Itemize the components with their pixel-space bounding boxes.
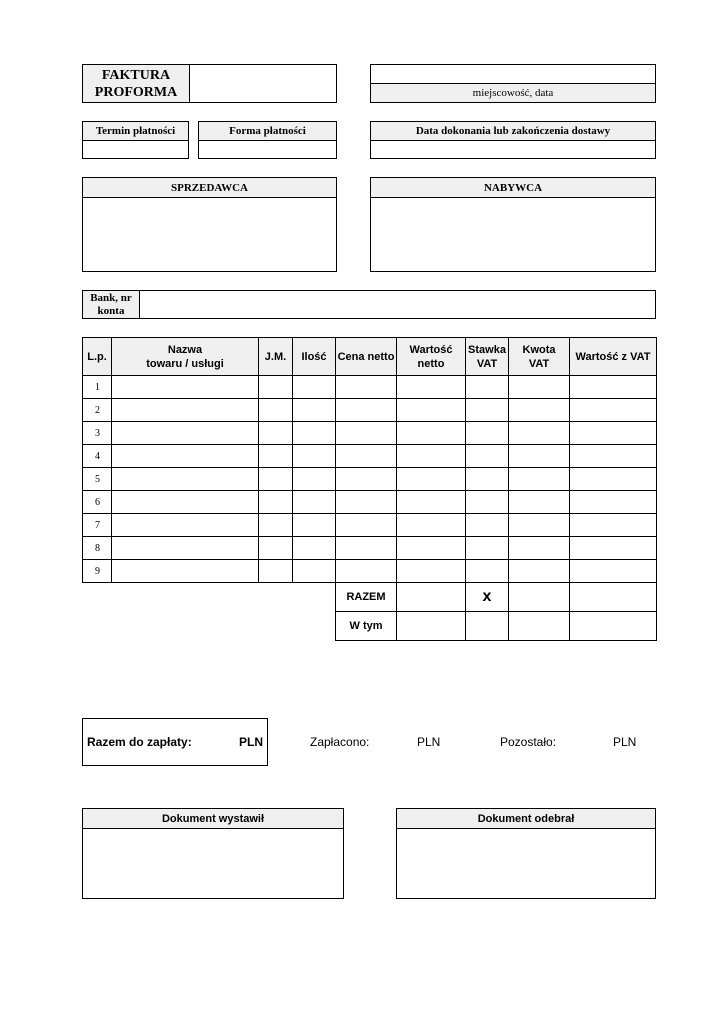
cell-vat-amount[interactable] bbox=[509, 491, 570, 514]
invoice-number-field[interactable] bbox=[189, 64, 337, 103]
cell-qty[interactable] bbox=[293, 468, 336, 491]
cell-unit[interactable] bbox=[259, 560, 293, 583]
cell-gross-value[interactable] bbox=[570, 560, 657, 583]
cell-name[interactable] bbox=[112, 445, 259, 468]
cell-vat-rate[interactable] bbox=[466, 514, 509, 537]
table-row bbox=[83, 376, 657, 399]
cell-vat-amount[interactable] bbox=[509, 514, 570, 537]
cell-name[interactable] bbox=[112, 491, 259, 514]
cell-name[interactable] bbox=[112, 537, 259, 560]
including-gross-value[interactable] bbox=[570, 612, 657, 641]
cell-vat-amount[interactable] bbox=[509, 468, 570, 491]
paid-currency: PLN bbox=[417, 735, 441, 749]
row-number: 7 bbox=[83, 514, 112, 537]
including-label: W tym bbox=[336, 612, 397, 641]
seller-field[interactable] bbox=[83, 197, 336, 271]
payment-method-label: Forma płatności bbox=[199, 122, 336, 141]
row-number: 6 bbox=[83, 491, 112, 514]
cell-vat-rate[interactable] bbox=[466, 399, 509, 422]
cell-gross-value[interactable] bbox=[570, 422, 657, 445]
cell-net-price[interactable] bbox=[336, 399, 397, 422]
invoice-title-line1: FAKTURA bbox=[101, 67, 171, 83]
cell-qty[interactable] bbox=[293, 491, 336, 514]
issued-by-field[interactable] bbox=[83, 828, 343, 898]
cell-vat-amount[interactable] bbox=[509, 560, 570, 583]
including-net-value[interactable] bbox=[397, 612, 466, 641]
table-row bbox=[83, 468, 657, 491]
cell-net-value[interactable] bbox=[397, 445, 466, 468]
cell-unit[interactable] bbox=[259, 376, 293, 399]
received-by-label: Dokument odebrał bbox=[397, 809, 655, 829]
cell-vat-rate[interactable] bbox=[466, 560, 509, 583]
cell-unit[interactable] bbox=[259, 445, 293, 468]
table-row bbox=[83, 422, 657, 445]
cell-unit[interactable] bbox=[259, 422, 293, 445]
bank-account-field[interactable] bbox=[139, 290, 656, 319]
cell-unit[interactable] bbox=[259, 399, 293, 422]
cell-vat-rate[interactable] bbox=[466, 468, 509, 491]
cell-net-value[interactable] bbox=[397, 422, 466, 445]
cell-net-price[interactable] bbox=[336, 537, 397, 560]
received-by-field[interactable] bbox=[397, 828, 655, 898]
cell-qty[interactable] bbox=[293, 560, 336, 583]
column-header-vat-rate: Stawka VAT bbox=[466, 338, 509, 376]
cell-net-value[interactable] bbox=[397, 376, 466, 399]
row-number: 1 bbox=[83, 376, 112, 399]
total-vat-rate-mark: x bbox=[466, 583, 509, 612]
cell-gross-value[interactable] bbox=[570, 376, 657, 399]
cell-vat-amount[interactable] bbox=[509, 422, 570, 445]
cell-net-value[interactable] bbox=[397, 399, 466, 422]
cell-name[interactable] bbox=[112, 376, 259, 399]
cell-name[interactable] bbox=[112, 399, 259, 422]
row-number: 2 bbox=[83, 399, 112, 422]
row-number: 5 bbox=[83, 468, 112, 491]
cell-qty[interactable] bbox=[293, 376, 336, 399]
cell-vat-rate[interactable] bbox=[466, 491, 509, 514]
cell-net-price[interactable] bbox=[336, 422, 397, 445]
cell-vat-amount[interactable] bbox=[509, 376, 570, 399]
cell-net-price[interactable] bbox=[336, 514, 397, 537]
column-header-gross-value: Wartość z VAT bbox=[570, 338, 657, 376]
cell-vat-rate[interactable] bbox=[466, 537, 509, 560]
total-gross-value[interactable] bbox=[570, 583, 657, 612]
including-vat-amount[interactable] bbox=[509, 612, 570, 641]
cell-net-value[interactable] bbox=[397, 514, 466, 537]
cell-vat-amount[interactable] bbox=[509, 445, 570, 468]
place-date-label: miejscowość, data bbox=[370, 83, 656, 103]
paid-label: Zapłacono: bbox=[310, 735, 370, 749]
cell-net-value[interactable] bbox=[397, 537, 466, 560]
remaining-currency: PLN bbox=[613, 735, 637, 749]
cell-name[interactable] bbox=[112, 560, 259, 583]
place-date-field[interactable] bbox=[370, 64, 656, 84]
row-number: 9 bbox=[83, 560, 112, 583]
cell-gross-value[interactable] bbox=[570, 491, 657, 514]
bank-account-label: Bank, nr konta bbox=[82, 290, 140, 319]
to-pay-label: Razem do zapłaty: bbox=[87, 735, 192, 749]
cell-gross-value[interactable] bbox=[570, 537, 657, 560]
cell-gross-value[interactable] bbox=[570, 514, 657, 537]
cell-gross-value[interactable] bbox=[570, 399, 657, 422]
remaining-label: Pozostało: bbox=[500, 735, 557, 749]
payment-term-field[interactable] bbox=[82, 139, 189, 159]
invoice-title-line2: PROFORMA bbox=[94, 84, 178, 100]
column-header-name: Nazwa towaru / usługi bbox=[112, 338, 259, 376]
cell-vat-amount[interactable] bbox=[509, 537, 570, 560]
cell-unit[interactable] bbox=[259, 468, 293, 491]
delivery-date-field[interactable] bbox=[370, 139, 656, 159]
cell-qty[interactable] bbox=[293, 445, 336, 468]
column-header-unit: J.M. bbox=[259, 338, 293, 376]
total-label: RAZEM bbox=[336, 583, 397, 612]
column-header-qty: Ilość bbox=[293, 338, 336, 376]
including-vat-rate[interactable] bbox=[466, 612, 509, 641]
cell-name[interactable] bbox=[112, 468, 259, 491]
column-header-vat-amount: Kwota VAT bbox=[509, 338, 570, 376]
cell-unit[interactable] bbox=[259, 491, 293, 514]
column-header-lp: L.p. bbox=[83, 338, 112, 376]
cell-name[interactable] bbox=[112, 422, 259, 445]
cell-unit[interactable] bbox=[259, 537, 293, 560]
cell-net-value[interactable] bbox=[397, 560, 466, 583]
cell-net-value[interactable] bbox=[397, 491, 466, 514]
cell-net-price[interactable] bbox=[336, 560, 397, 583]
cell-net-price[interactable] bbox=[336, 376, 397, 399]
cell-net-price[interactable] bbox=[336, 491, 397, 514]
items-table bbox=[82, 337, 657, 641]
to-pay-currency: PLN bbox=[239, 735, 263, 749]
table-row bbox=[83, 491, 657, 514]
total-vat-amount[interactable] bbox=[509, 583, 570, 612]
invoice-title-box bbox=[82, 64, 190, 103]
cell-net-value[interactable] bbox=[397, 468, 466, 491]
cell-gross-value[interactable] bbox=[570, 445, 657, 468]
cell-net-price[interactable] bbox=[336, 468, 397, 491]
cell-vat-rate[interactable] bbox=[466, 422, 509, 445]
buyer-label: NABYWCA bbox=[371, 178, 655, 198]
delivery-date-label: Data dokonania lub zakończenia dostawy bbox=[371, 122, 655, 141]
cell-vat-amount[interactable] bbox=[509, 399, 570, 422]
column-header-net-price: Cena netto bbox=[336, 338, 397, 376]
payment-term-label: Termin płatności bbox=[83, 122, 188, 141]
cell-qty[interactable] bbox=[293, 537, 336, 560]
cell-vat-rate[interactable] bbox=[466, 445, 509, 468]
cell-qty[interactable] bbox=[293, 399, 336, 422]
table-row bbox=[83, 560, 657, 583]
cell-vat-rate[interactable] bbox=[466, 376, 509, 399]
column-header-net-value: Wartość netto bbox=[397, 338, 466, 376]
cell-gross-value[interactable] bbox=[570, 468, 657, 491]
seller-label: SPRZEDAWCA bbox=[83, 178, 336, 198]
row-number: 4 bbox=[83, 445, 112, 468]
table-row bbox=[83, 445, 657, 468]
issued-by-label: Dokument wystawił bbox=[83, 809, 343, 829]
table-row bbox=[83, 514, 657, 537]
row-number: 8 bbox=[83, 537, 112, 560]
cell-net-price[interactable] bbox=[336, 445, 397, 468]
cell-qty[interactable] bbox=[293, 514, 336, 537]
including-row bbox=[83, 612, 657, 641]
cell-name[interactable] bbox=[112, 514, 259, 537]
total-row bbox=[83, 583, 657, 612]
table-row bbox=[83, 399, 657, 422]
total-net-value[interactable] bbox=[397, 583, 466, 612]
table-row bbox=[83, 537, 657, 560]
row-number: 3 bbox=[83, 422, 112, 445]
payment-method-field[interactable] bbox=[198, 139, 337, 159]
cell-qty[interactable] bbox=[293, 422, 336, 445]
cell-unit[interactable] bbox=[259, 514, 293, 537]
buyer-field[interactable] bbox=[371, 197, 655, 271]
